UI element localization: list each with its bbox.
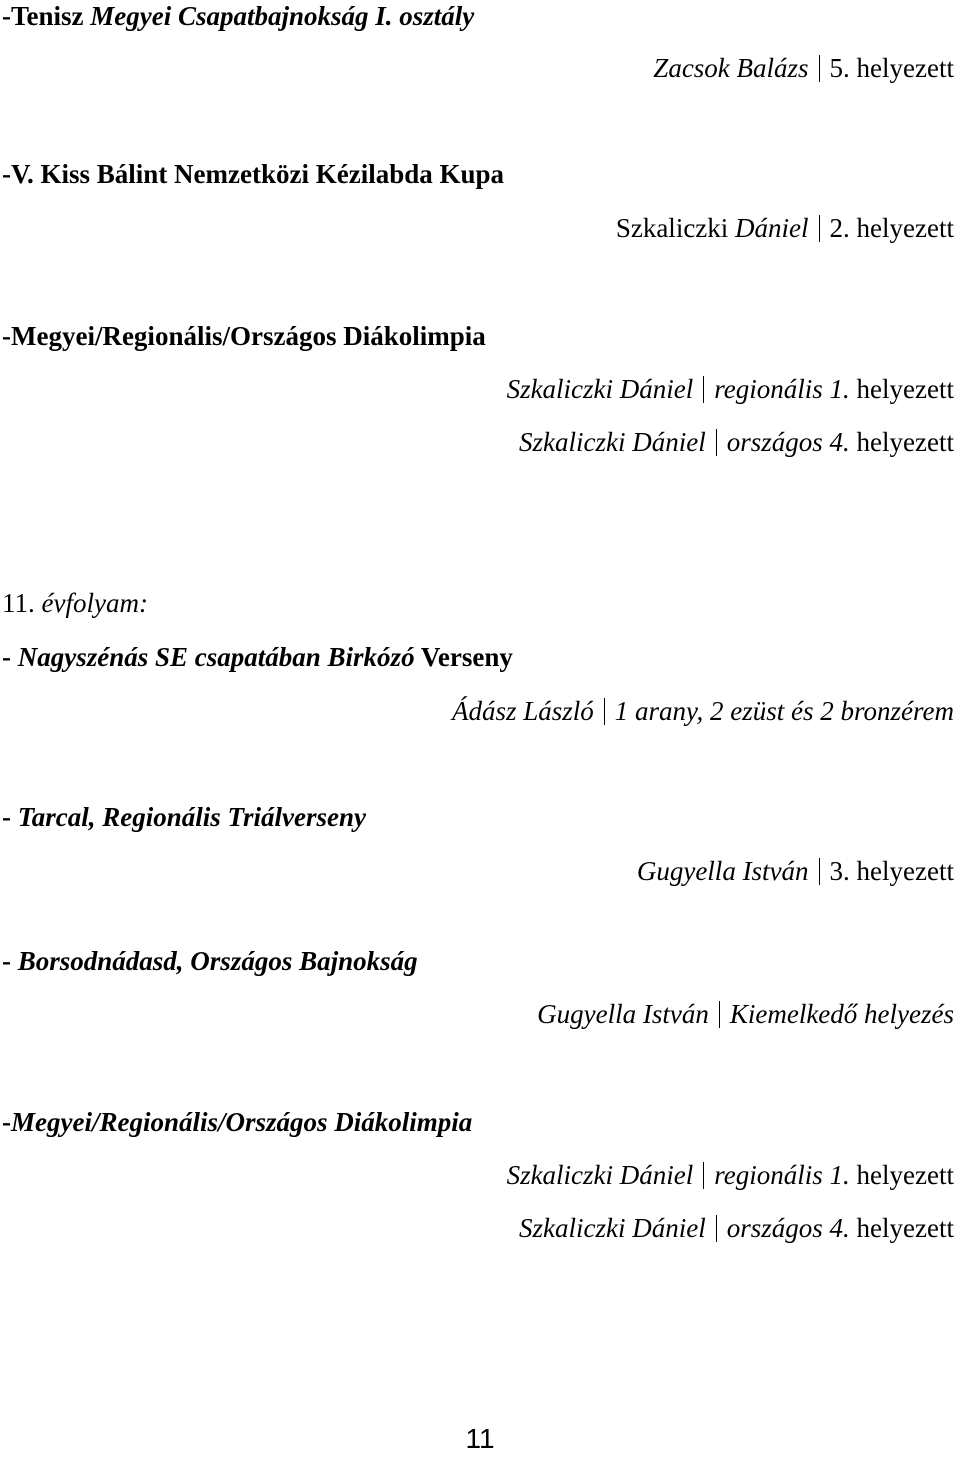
result-name: Szkaliczki Dániel	[506, 1160, 694, 1190]
result-name: Szkaliczki Dániel	[519, 1213, 706, 1243]
separator	[819, 55, 820, 82]
result-name: Szkaliczki Dániel	[519, 427, 706, 457]
result-row: Szkaliczki Dániel regionális 1. helyezett	[506, 374, 954, 404]
heading-diakolimpia-2: -Megyei/Regionális/Országos Diákolimpia	[2, 1107, 473, 1137]
heading-tenisz: -Tenisz Megyei Csapatbajnokság I. osztály	[2, 1, 475, 31]
result-row: Szkaliczki Dániel regionális 1. helyezett	[506, 1160, 954, 1190]
separator	[719, 1001, 720, 1028]
separator	[819, 215, 820, 242]
separator	[703, 376, 704, 403]
result-name: Ádász László	[451, 696, 594, 726]
heading-kezilabda: -V. Kiss Bálint Nemzetközi Kézilabda Kupa	[2, 159, 505, 189]
result-row: Zacsok Balázs 5. helyezett	[653, 53, 954, 83]
separator	[716, 1215, 717, 1242]
result-row: Ádász László 1 arany, 2 ezüst és 2 bronzérem	[451, 696, 954, 726]
page-number: 11	[465, 1423, 495, 1454]
result-row: Szkaliczki Dániel 2. helyezett	[615, 213, 954, 243]
separator	[604, 698, 605, 725]
separator	[716, 429, 717, 456]
result-row: Gugyella István 3. helyezett	[636, 856, 954, 886]
result-name: Gugyella István	[636, 856, 809, 886]
separator	[703, 1162, 704, 1189]
grade-heading: 11. évfolyam:	[2, 588, 148, 618]
result-name: Zacsok Balázs	[653, 53, 809, 83]
separator	[819, 858, 820, 885]
result-row: Szkaliczki Dániel országos 4. helyezett	[519, 1213, 954, 1243]
result-name: Gugyella István	[537, 999, 709, 1029]
result-row: Szkaliczki Dániel országos 4. helyezett	[519, 427, 954, 457]
heading-birkozo: - Nagyszénás SE csapatában Birkózó Verseny	[2, 642, 513, 672]
heading-diakolimpia: -Megyei/Regionális/Országos Diákolimpia	[2, 321, 486, 351]
result-name: Szkaliczki Dániel	[506, 374, 694, 404]
heading-trial: - Tarcal, Regionális Triálverseny	[2, 802, 366, 832]
heading-borsodnadasd: - Borsodnádasd, Országos Bajnokság	[2, 946, 418, 976]
result-row: Gugyella István Kiemelkedő helyezés	[537, 999, 954, 1029]
result-name: Szkaliczki	[615, 213, 729, 243]
